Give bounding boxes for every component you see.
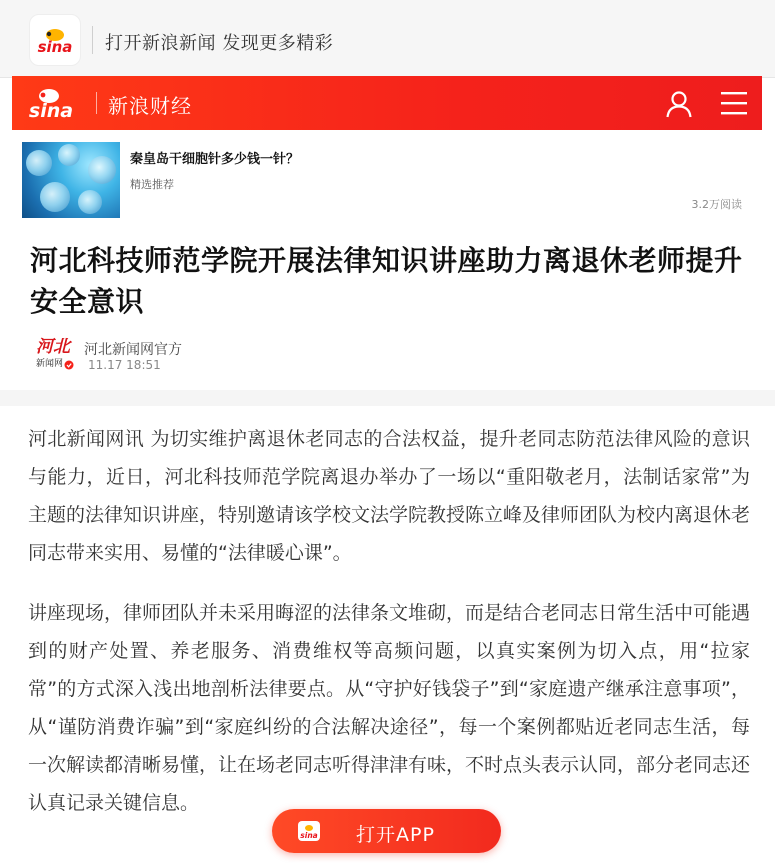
author-name[interactable]: 河北新闻网官方 <box>84 342 182 358</box>
stem-cell-image <box>22 142 120 218</box>
user-icon[interactable] <box>665 90 693 118</box>
author-avatar[interactable] <box>34 334 76 374</box>
promo-title[interactable]: 秦皇岛干细胞针多少钱一针？ <box>130 152 300 167</box>
site-header <box>12 76 762 130</box>
article-paragraph: 河北新闻网讯 为切实维护离退休老同志的合法权益，提升老同志防范法律风险的意识与能力，近日，河北科技师范学院离退办举办了一场以“重阳敬老月，法制话家常”为主题的法律知识讲座，特别邀请该学校文法学院教授陈立峰及律师团队为校内离退休老同志带来实用、易懂的“法律暖心课”。 <box>28 428 751 564</box>
svg-text:新闻网: 新闻网 <box>36 359 64 369</box>
menu-icon[interactable] <box>720 90 748 116</box>
article-paragraph: 讲座现场，律师团队并未采用晦涩的法律条文堆砌，而是结合老同志日常生活中可能遇到的财产处置、养老服务、消费维权等高频问题，以真实案例为切入点，用“拉家常”的方式深入浅出地剖析法律要点。从“守护好钱袋子”到“家庭遗产继承注意事项”，从“谨防消费诈骗”到“家庭纠纷的合法解决途径”，每一个案例都贴近老同志生活，每一次解读都清晰易懂，让在场老同志听得津津有味，不时点头表示认同，部分老同志还认真记录关键信息。 <box>28 602 751 814</box>
sina-app-logo-icon <box>29 14 81 66</box>
banner-divider <box>92 26 93 54</box>
channel-title[interactable]: 新浪财经 <box>108 94 192 118</box>
svg-text:sina: sina <box>37 38 73 55</box>
publish-time: 11.17 18:51 <box>88 358 161 372</box>
promo-read-count: 3.2万阅读 <box>691 198 742 211</box>
svg-text:河北: 河北 <box>36 337 70 357</box>
promo-tag: 精选推荐 <box>130 178 174 191</box>
app-download-banner[interactable] <box>0 0 775 78</box>
promo-card[interactable] <box>12 130 762 226</box>
section-divider <box>0 390 775 406</box>
open-app-label: 打开APP <box>356 824 435 846</box>
header-divider <box>96 92 97 114</box>
banner-text: 打开新浪新闻 发现更多精彩 <box>105 33 334 54</box>
article-title: 河北科技师范学院开展法律知识讲座助力离退休老师提升安全意识 <box>30 244 743 318</box>
article-header <box>12 226 762 390</box>
sina-app-small-icon <box>298 821 320 841</box>
sina-logo-icon[interactable] <box>24 86 80 120</box>
svg-text:sina: sina <box>28 100 74 120</box>
open-app-button[interactable] <box>272 809 501 853</box>
article-body <box>28 420 750 844</box>
svg-text:sina: sina <box>300 831 318 839</box>
